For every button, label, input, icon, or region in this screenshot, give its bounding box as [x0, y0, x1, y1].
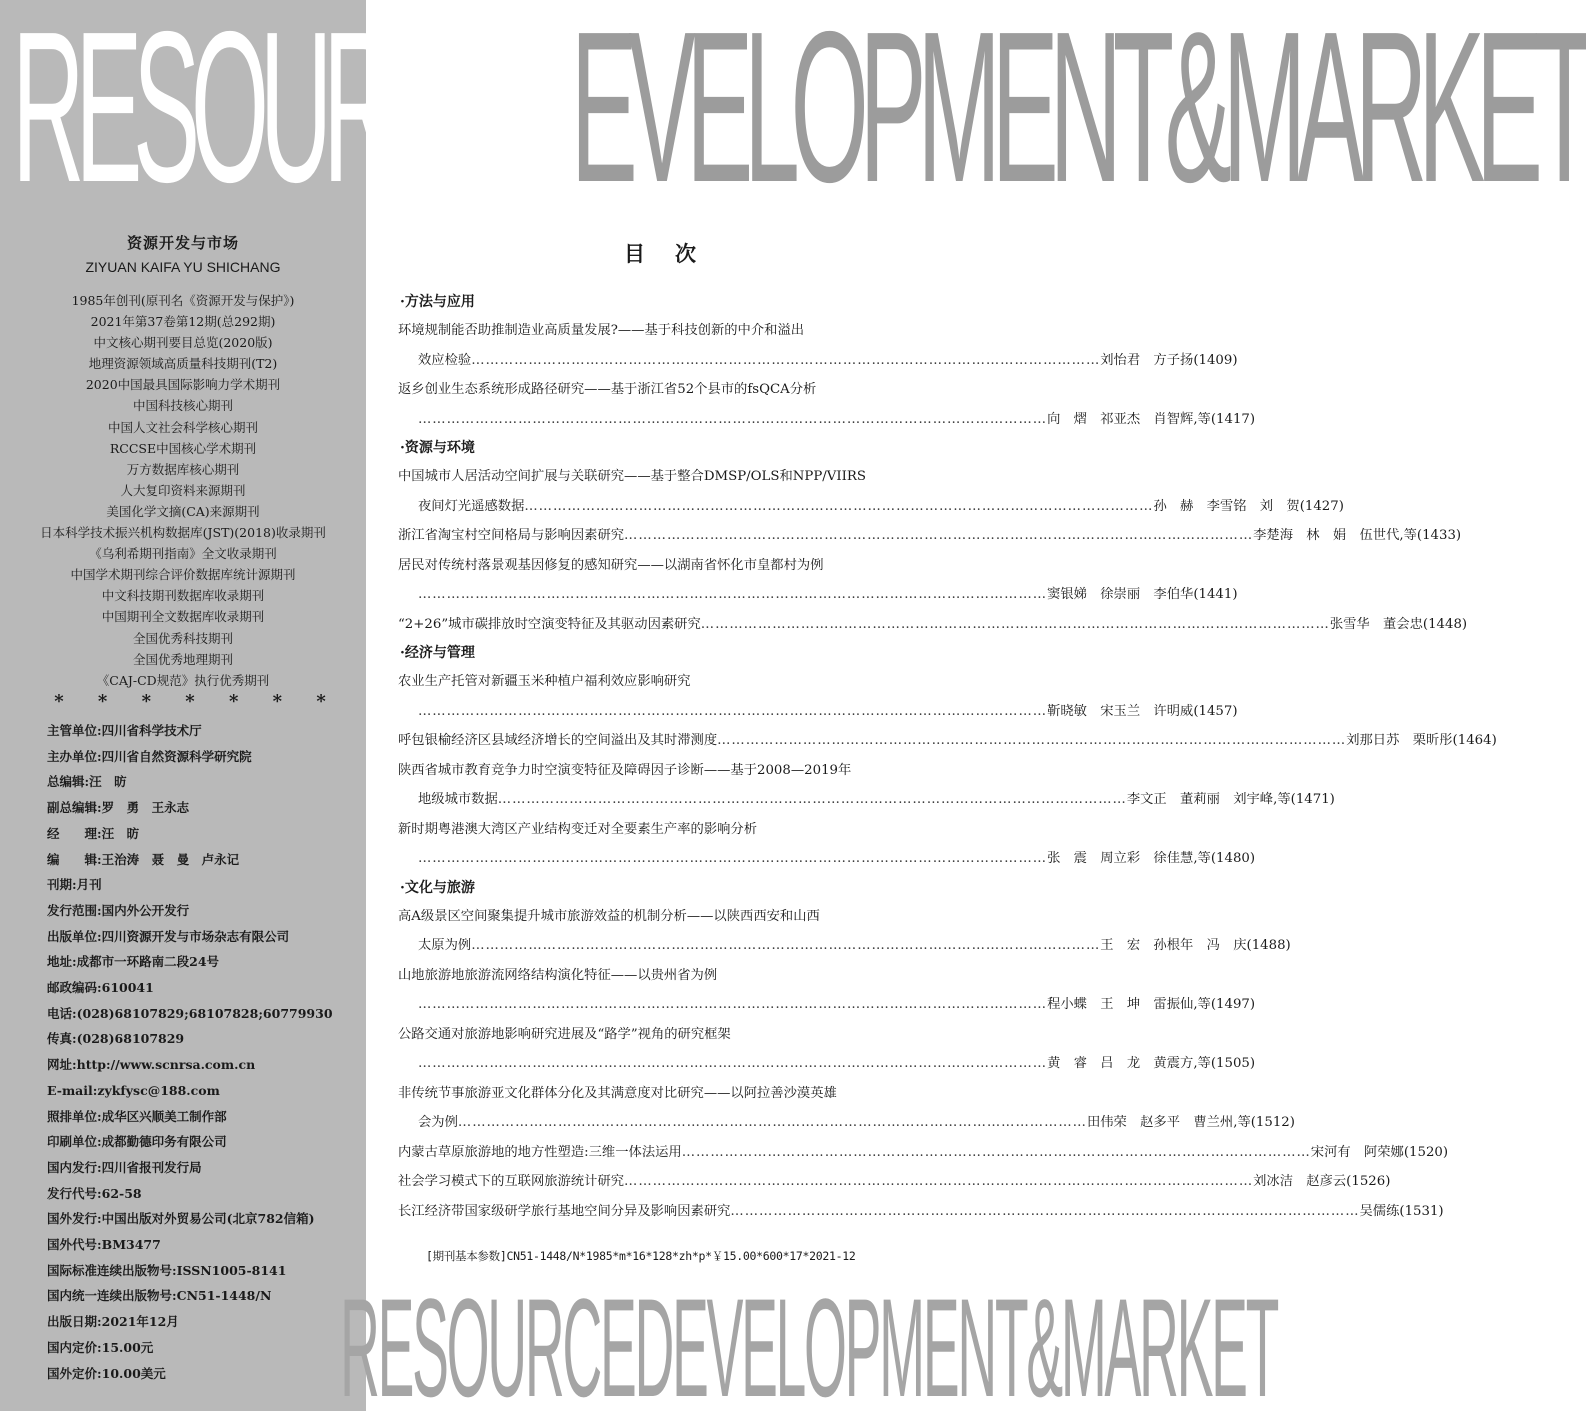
info-value: 15.00元 [101, 1339, 154, 1355]
indexing-line: 《乌利希期刊指南》全文收录期刊 [89, 546, 277, 562]
info-value: 2021年12月 [101, 1314, 179, 1330]
info-value: (028)68107829;68107828;60779930 [76, 1005, 333, 1021]
info-row [47, 924, 365, 950]
info-value: 月刊 [76, 877, 102, 893]
indexing-line: RCCSE中国核心学术期刊 [109, 440, 257, 456]
toc-entry-title: 非传统节事旅游亚文化群体分化及其满意度对比研究——以阿拉善沙漠英雄 [398, 1085, 837, 1101]
indexing-line: 人大复印资料来源期刊 [120, 482, 246, 498]
toc-entry-leader-line [398, 610, 1468, 640]
toc-entry-title-tail: 内蒙古草原旅游地的地方性塑造:三维一体法运用 [398, 1144, 682, 1160]
info-row [47, 898, 365, 924]
toc-entry-title-tail: 夜间灯光遥感数据 [418, 498, 525, 514]
toc-entry [398, 521, 1462, 551]
info-row [47, 1335, 365, 1361]
indexing-line: 中国期刊全文数据库收录期刊 [101, 609, 265, 625]
info-label: 国外代号: [47, 1237, 102, 1253]
info-label: 发行范围: [47, 902, 102, 918]
toc-entry-authors-page: 吴儒练(1531) [1359, 1203, 1444, 1219]
info-value: 汪 昉 [89, 774, 127, 790]
toc-entry-authors-page: 田伟荣 赵多平 曹兰州,等(1512) [1086, 1115, 1295, 1130]
info-value: 国内外公开发行 [101, 902, 190, 918]
banner-top-wordmark [12, 0, 1586, 227]
info-value: 四川资源开发与市场杂志有限公司 [101, 928, 290, 944]
banner-bottom-wordmark: RESOURCEDEVELOPMENT&MARKET [340, 1269, 1278, 1426]
dot-leader [471, 931, 1100, 961]
toc-entry-authors-page: 张雪华 董会忠(1448) [1329, 616, 1468, 632]
toc-entry-leader-line [398, 521, 1462, 551]
toc-entry-authors-page: 宋河有 阿荣娜(1520) [1310, 1144, 1449, 1160]
toc-section-heading: ·经济与管理 [400, 645, 475, 661]
dot-leader [418, 697, 1047, 727]
separator-stars: * * * * * * * [54, 691, 340, 712]
dot-leader [418, 990, 1047, 1020]
info-label: 刊期: [47, 877, 77, 893]
toc-entry-title-tail: 浙江省淘宝村空间格局与影响因素研究 [398, 528, 625, 543]
toc-entry-authors-page: 程小蝶 王 坤 雷振仙,等(1497) [1047, 997, 1256, 1012]
toc-entry-leader-line [398, 1049, 1256, 1079]
indexing-line: 中国人文社会科学核心期刊 [107, 419, 258, 435]
indexing-line: 2020中国最具国际影响力学术期刊 [85, 377, 281, 393]
info-value: ISSN1005-8141 [176, 1262, 287, 1278]
journal-parameters: [期刊基本参数]CN51-1448/N*1985*m*16*128*zh*p*￥15.00*600*17*2021-12 [426, 1249, 856, 1263]
toc-entry [398, 815, 1256, 874]
info-row [47, 1026, 365, 1052]
info-value: 四川省报刊发行局 [101, 1159, 202, 1175]
table-of-contents [398, 288, 1497, 1226]
indexing-line: 全国优秀科技期刊 [132, 630, 233, 646]
info-label: 出版单位: [47, 928, 102, 944]
info-value: 62-58 [101, 1185, 142, 1201]
info-value: CN51-1448/N [176, 1288, 272, 1304]
toc-entry-title-tail: 效应检验 [418, 352, 472, 368]
info-row [47, 1232, 365, 1258]
indexing-line: 万方数据库核心期刊 [126, 461, 240, 477]
info-row [47, 975, 365, 1001]
info-row [47, 1206, 365, 1232]
toc-entry-title: 高A级景区空间聚集提升城市旅游效益的机制分析——以陕西西安和山西 [398, 908, 820, 924]
info-value: 成都勤德印务有限公司 [101, 1134, 227, 1150]
toc-entry-title-tail: 地级城市数据 [418, 792, 498, 807]
info-label: 国内发行: [47, 1159, 102, 1175]
toc-section-heading: ·方法与应用 [400, 294, 475, 310]
info-value: 王治涛 聂 曼 卢永记 [101, 851, 240, 867]
indexing-line: 中国科技核心期刊 [132, 398, 233, 414]
info-value: 成都市一环路南二段24号 [76, 954, 220, 970]
toc-entry-leader-line [398, 405, 1256, 435]
toc-entry-leader-line [398, 990, 1256, 1020]
info-row [47, 1052, 365, 1078]
toc-entry [398, 667, 1238, 726]
toc-entry-leader-line [398, 580, 1238, 610]
info-row [47, 1129, 365, 1155]
info-value: http://www.scnrsa.com.cn [76, 1057, 256, 1073]
indexing-line: 日本科学技术振兴机构数据库(JST)(2018)收录期刊 [40, 525, 326, 541]
indexing-line: 1985年创刊(原刊名《资源开发与保护》) [71, 293, 295, 308]
journal-title-pinyin: ZIYUAN KAIFA YU SHICHANG [85, 259, 281, 275]
info-value: 10.00美元 [101, 1365, 166, 1381]
dot-leader [624, 521, 1253, 551]
journal-title-cn: 资源开发与市场 [126, 234, 239, 252]
info-row [47, 1283, 365, 1309]
dot-leader [418, 405, 1047, 435]
toc-entry-title: 陕西省城市教育竞争力时空演变特征及障碍因子诊断——基于2008—2019年 [398, 762, 852, 778]
toc-entry-title-tail: “2+26”城市碳排放时空演变特征及其驱动因素研究 [398, 616, 701, 632]
info-label: 编 辑: [47, 851, 102, 867]
indexing-list [0, 290, 366, 691]
toc-entry [398, 316, 1238, 375]
info-row [47, 1309, 365, 1335]
indexing-line: 中文核心期刊要目总览(2020版) [93, 335, 273, 351]
toc-entry [398, 961, 1256, 1020]
info-label: 国外定价: [47, 1365, 102, 1381]
info-label: E-mail: [47, 1082, 98, 1098]
toc-entry-authors-page: 刘那日苏 栗昕彤(1464) [1346, 733, 1497, 748]
indexing-line: 全国优秀地理期刊 [132, 651, 233, 667]
info-row [47, 769, 365, 795]
toc-entry-title: 返乡创业生态系统形成路径研究——基于浙江省52个县市的fsQCA分析 [398, 382, 817, 397]
toc-entry [398, 610, 1468, 640]
info-label: 发行代号: [47, 1185, 102, 1201]
toc-entry [398, 375, 1256, 434]
toc-entry-leader-line [398, 931, 1291, 961]
toc-entry-title: 环境规制能否助推制造业高质量发展?——基于科技创新的中介和溢出 [398, 323, 805, 338]
info-value: 成华区兴顺美工制作部 [101, 1108, 227, 1124]
toc-entry-title: 居民对传统村落景观基因修复的感知研究——以湖南省怀化市皇都村为例 [398, 557, 824, 573]
toc-entry-leader-line [398, 1108, 1295, 1138]
banner-top-left: RESOURCED [12, 0, 571, 227]
toc-entry-authors-page: 孙 赫 李雪铭 刘 贺(1427) [1153, 498, 1344, 514]
toc-entry [398, 1138, 1449, 1168]
info-label: 照排单位: [47, 1108, 102, 1124]
info-row [47, 744, 365, 770]
info-value: 中国出版对外贸易公司(北京782信箱) [101, 1211, 315, 1227]
toc-entry-authors-page: 靳晓敏 宋玉兰 许明威(1457) [1047, 703, 1238, 719]
toc-entry-title: 山地旅游地旅游流网络结构演化特征——以贵州省为例 [398, 967, 718, 983]
info-label: 国外发行: [47, 1211, 102, 1227]
toc-title: 目次 [624, 241, 726, 266]
info-label: 地址: [47, 954, 77, 970]
toc-entry-leader-line [398, 1167, 1391, 1197]
toc-entry [398, 726, 1497, 756]
dot-leader [471, 346, 1100, 376]
dot-leader [730, 1197, 1359, 1227]
info-row [47, 1258, 365, 1284]
info-label: 网址: [47, 1057, 77, 1073]
info-value: 罗 勇 王永志 [101, 800, 190, 816]
dot-leader [717, 726, 1346, 756]
toc-entry-authors-page: 王 宏 孙根年 冯 庆(1488) [1100, 938, 1291, 953]
toc-entry-title-tail: 社会学习模式下的互联网旅游统计研究 [398, 1174, 625, 1189]
info-row [47, 1001, 365, 1027]
dot-leader [418, 1049, 1047, 1079]
toc-entry-title-tail: 会为例 [418, 1115, 458, 1130]
toc-entry-leader-line [398, 726, 1497, 756]
dot-leader [418, 844, 1047, 874]
toc-entry-leader-line [398, 697, 1238, 727]
info-row [47, 949, 365, 975]
toc-entry-title: 公路交通对旅游地影响研究进展及“路学”视角的研究框架 [398, 1026, 731, 1042]
toc-entry-title-tail: 长江经济带国家级研学旅行基地空间分异及影响因素研究 [398, 1203, 731, 1219]
info-value: 汪 昉 [101, 825, 140, 841]
info-label: 主办单位: [47, 748, 102, 764]
toc-entry-authors-page: 刘冰洁 赵彦云(1526) [1253, 1174, 1391, 1189]
info-label: 邮政编码: [47, 980, 102, 996]
toc-entry-leader-line [398, 1138, 1449, 1168]
toc-entry-leader-line [398, 844, 1256, 874]
info-value: 610041 [101, 980, 154, 996]
toc-entry [398, 902, 1291, 961]
info-label: 印刷单位: [47, 1134, 102, 1150]
dot-leader [624, 1167, 1253, 1197]
dot-leader [524, 492, 1153, 522]
toc-entry-leader-line [398, 1197, 1444, 1227]
info-label: 国际标准连续出版物号: [47, 1262, 177, 1278]
dot-leader [701, 610, 1330, 640]
toc-entry-title: 农业生产托管对新疆玉米种植户福利效应影响研究 [398, 674, 691, 689]
toc-entry [398, 1167, 1391, 1197]
toc-section-heading: ·资源与环境 [400, 440, 475, 456]
info-row [47, 718, 365, 744]
toc-entry-leader-line [398, 785, 1335, 815]
info-value: 四川省科学技术厅 [101, 723, 202, 738]
info-row [47, 872, 365, 898]
toc-entry-authors-page: 黄 睿 吕 龙 黄震方,等(1505) [1047, 1056, 1256, 1071]
info-row [47, 1078, 365, 1104]
toc-entry-authors-page: 李楚海 林 娟 伍世代,等(1433) [1253, 528, 1462, 543]
info-label: 国内统一连续出版物号: [47, 1288, 177, 1304]
info-label: 经 理: [47, 825, 102, 841]
indexing-line: 中文科技期刊数据库收录期刊 [101, 588, 265, 604]
info-label: 副总编辑: [47, 800, 102, 816]
info-value: 四川省自然资源科学研究院 [101, 748, 252, 764]
toc-entry [398, 551, 1238, 610]
toc-entry-authors-page: 刘怡君 方子扬(1409) [1100, 352, 1238, 368]
publication-info [47, 718, 365, 1386]
info-label: 出版日期: [47, 1314, 102, 1330]
info-row [47, 1155, 365, 1181]
info-label: 总编辑: [47, 774, 90, 790]
info-label: 国内定价: [47, 1339, 102, 1355]
toc-entry-leader-line [398, 492, 1344, 522]
info-value: BM3477 [101, 1237, 161, 1253]
dot-leader [418, 580, 1047, 610]
toc-entry [398, 1020, 1256, 1079]
toc-entry-title: 新时期粤港澳大湾区产业结构变迁对全要素生产率的影响分析 [398, 821, 758, 837]
info-value: (028)68107829 [76, 1031, 185, 1047]
banner-top-right: EVELOPMENT&MARKET [570, 0, 1586, 227]
toc-entry-authors-page: 窦银娣 徐崇丽 李伯华(1441) [1047, 587, 1238, 602]
dot-leader [458, 1108, 1087, 1138]
toc-entry-title-tail: 呼包银榆经济区县域经济增长的空间溢出及其时滞测度 [398, 733, 718, 748]
toc-entry-authors-page: 李文正 董莉丽 刘宇峰,等(1471) [1126, 792, 1335, 807]
info-row [47, 1181, 365, 1207]
info-row [47, 795, 365, 821]
toc-section-heading: ·文化与旅游 [400, 879, 475, 896]
toc-entry-title: 中国城市人居活动空间扩展与关联研究——基于整合DMSP/OLS和NPP/VIIRS [398, 469, 867, 484]
info-label: 传真: [47, 1031, 77, 1047]
dot-leader [682, 1138, 1311, 1168]
info-label: 主管单位: [47, 723, 102, 738]
info-row [47, 1361, 365, 1387]
toc-entry [398, 756, 1335, 815]
toc-entry [398, 1197, 1444, 1227]
indexing-line: 《CAJ-CD规范》执行优秀期刊 [96, 672, 270, 688]
info-value: zykfysc@188.com [97, 1082, 220, 1098]
indexing-line: 地理资源领域高质量科技期刊(T2) [88, 356, 278, 372]
info-row [47, 821, 365, 847]
indexing-line: 2021年第37卷第12期(总292期) [90, 314, 276, 330]
toc-entry-leader-line [398, 346, 1238, 376]
info-row [47, 847, 365, 873]
toc-entry-authors-page: 张 震 周立彩 徐佳慧,等(1480) [1047, 851, 1256, 866]
toc-entry-title-tail: 太原为例 [418, 938, 472, 953]
toc-entry [398, 462, 1344, 521]
info-label: 电话: [47, 1005, 77, 1021]
indexing-line: 中国学术期刊综合评价数据库统计源期刊 [70, 567, 296, 583]
toc-entry [398, 1079, 1295, 1138]
indexing-line: 美国化学文摘(CA)来源期刊 [106, 503, 260, 519]
toc-entry-authors-page: 向 熠 祁亚杰 肖智辉,等(1417) [1047, 411, 1256, 427]
info-row [47, 1104, 365, 1130]
dot-leader [498, 785, 1127, 815]
